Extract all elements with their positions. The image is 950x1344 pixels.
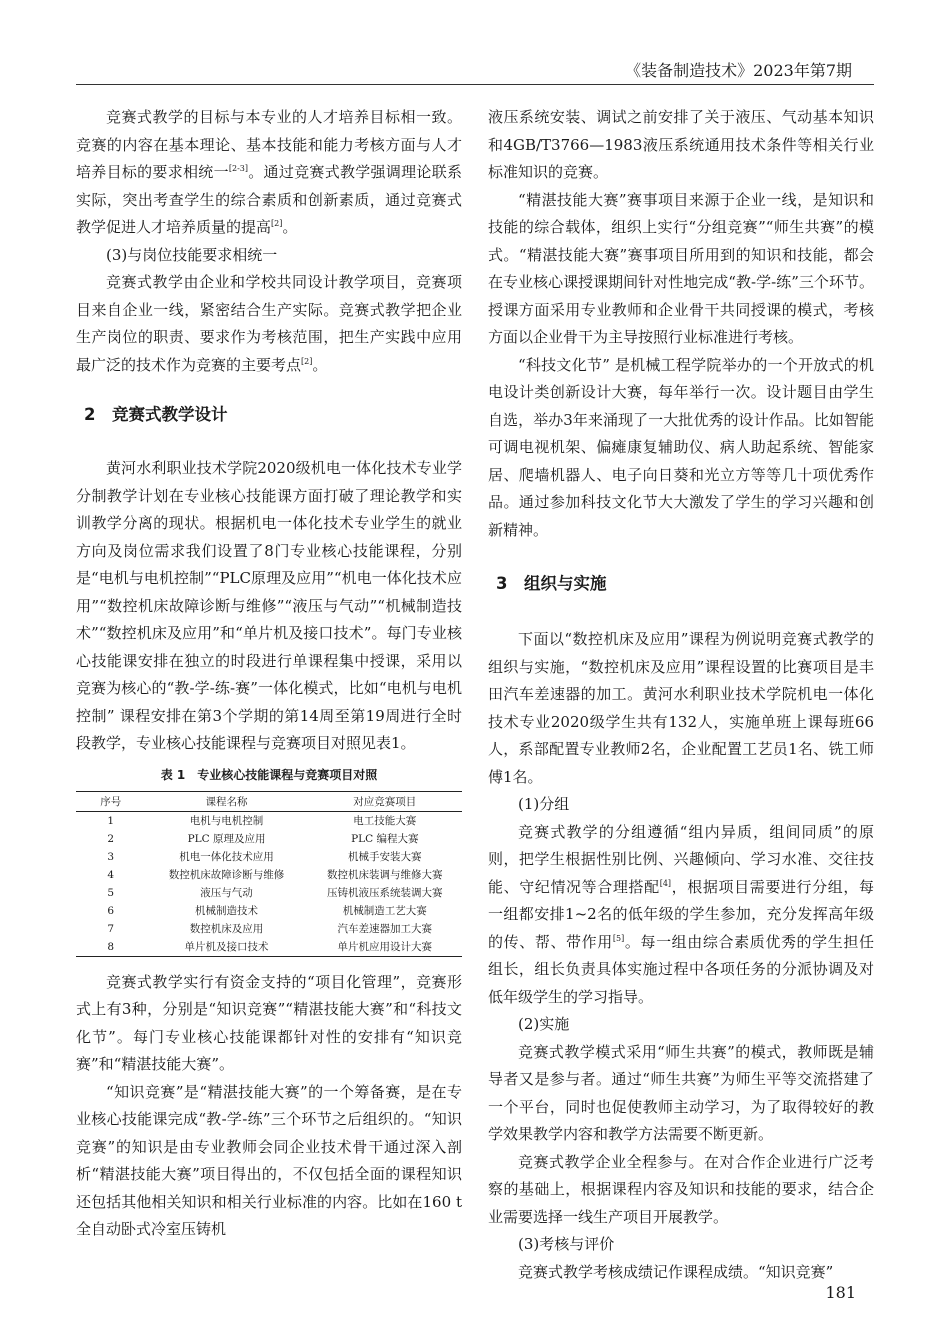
cell: 1 (107, 814, 115, 827)
cell: 4 (107, 868, 115, 881)
cell: 7 (107, 922, 115, 935)
table-row (76, 830, 462, 848)
paragraph: 竞赛式教学模式采用“师生共赛”的模式，教师既是辅导者又是参与者。通过“师生共赛”为师生平等交流搭建了一个平台，同时也促使教师主动学习，为了取得较好的教学效果教学内容和教学方法需要不断更新。 (488, 1042, 874, 1143)
cell: 2 (107, 832, 115, 845)
cell: 5 (107, 886, 115, 899)
cell: 电机与电机控制 (189, 815, 264, 827)
section-heading-3: 3 组织与实施 (496, 574, 607, 593)
header-rule (76, 84, 874, 85)
list-item-heading: (3)考核与评价 (518, 1235, 615, 1253)
cell: 数控机床故障诊断与维修 (168, 869, 285, 881)
cell: 机电一体化技术应用 (179, 851, 274, 863)
cell: 机械制造工艺大赛 (342, 905, 427, 917)
cell: 电工技能大赛 (353, 815, 417, 827)
column-header: 对应竞赛项目 (308, 791, 462, 811)
cell: 单片机及接口技术 (145, 938, 307, 957)
paragraph: 竞赛式教学企业全程参与。在对合作企业进行广泛考察的基础上，根据课程内容及知识和技能的要求，结合企业需要选择一线生产项目开展教学。 (488, 1152, 874, 1226)
paragraph: 下面以“数控机床及应用”课程为例说明竞赛式教学的组织与实施，“数控机床及应用”课程设置的比赛项目是丰田汽车差速器的加工。黄河水利职业技术学院机电一体化技术专业2020级学生共有132人，实施单班上课每班66人，系部配置专业教师2名，企业配置工艺员1名、铣工师傅1名。 (488, 630, 874, 786)
column-header: 课程名称 (145, 791, 307, 811)
paragraph: 竞赛式教学由企业和学校共同设计教学项目，竞赛项目来自企业一线，紧密结合生产实际。竞赛式教学把企业生产岗位的职责、要求作为考核范围，把生产实践中应用最广泛的技术作为竞赛的主要考点[2]。 (76, 273, 462, 374)
cell: 机械制造技术 (195, 905, 259, 917)
list-item-heading: (3)与岗位技能要求相统一 (106, 245, 278, 264)
section-heading-2: 2 竞赛式教学设计 (84, 405, 228, 424)
cell: 数控机床及应用 (189, 923, 264, 935)
left-column (76, 104, 462, 1244)
table-row (76, 848, 462, 866)
paragraph: 黄河水利职业技术学院2020级机电一体化技术专业学分制教学计划在专业核心技能课方面打破了理论教学和实训教学分离的现状。根据机电一体化技术专业学生的就业方向及岗位需求我们设置了8门专业核心技能课程，分别是“电机与电机控制”“PLC原理及应用”“机电一体化技术应用”“数控机床故障诊断与维修”“液压与气动”“机械制造技术”“数控机床及应用”和“单片机及接口技术”。每门专业核心技能课安排在独立的时段进行单课程集中授课，采用以竞赛为核心的“教-学-练-赛”一体化模式，比如“电机与电机控制” 课程安排在第3个学期的第14周至第19周进行全时段教学，专业核心技能课程与竞赛项目对照见表1。 (76, 459, 462, 752)
cell: 汽车差速器加工大赛 (337, 923, 433, 935)
cell: 3 (107, 850, 115, 863)
paragraph: 液压系统安装、调试之前安排了关于液压、气动基本知识和4GB/T3766—1983液压系统通用技术条件等相关行业标准知识的竞赛。 (488, 108, 874, 181)
table-row (76, 811, 462, 830)
table-row (76, 902, 462, 920)
list-item-heading: (1)分组 (518, 795, 570, 813)
list-item-heading: (2)实施 (518, 1015, 570, 1033)
table-header-row (76, 791, 462, 811)
cell: PLC 编程大赛 (351, 833, 419, 845)
cell: 机械手安装大赛 (348, 851, 422, 863)
paragraph: 竞赛式教学的目标与本专业的人才培养目标相一致。竞赛的内容在基本理论、基本技能和能力考核方面与人才培养目标的要求相统一[2-3]。通过竞赛式教学强调理论联系实际，突出考查学生的综合素质和创新素质，通过竞赛式教学促进人才培养质量的提高[2]。 (76, 108, 462, 236)
paragraph: “知识竞赛”是“精湛技能大赛”的一个筹备赛，是在专业核心技能课完成“教-学-练”三个环节之后组织的。“知识竞赛”的知识是由专业教师会同企业技术骨干通过深入剖析“精湛技能大赛”项目得出的，不仅包括全面的课程知识还包括其他相关知识和相关行业标准的内容。比如在160 t全自动卧式冷室压铸机 (76, 1082, 462, 1238)
cell: 单片机应用设计大赛 (308, 938, 462, 957)
paragraph: “科技文化节” 是机械工程学院举办的一个开放式的机电设计类创新设计大赛，每年举行一次。设计题目由学生自选，举办3年来涌现了一大批优秀的设计作品。比如智能可调电视机架、偏瘫康复辅助仪、病人助起系统、智能家居、爬墙机器人、电子向日葵和光立方等等几十项优秀作品。通过参加科技文化节大大激发了学生的学习兴趣和创新精神。 (488, 355, 874, 539)
table-row (76, 938, 462, 957)
column-header: 序号 (76, 791, 145, 811)
journal-header: 《装备制造技术》2023年第7期 (625, 61, 852, 80)
cell: 6 (107, 904, 115, 917)
cell: PLC 原理及应用 (187, 833, 266, 845)
course-competition-table (76, 791, 462, 957)
table-row (76, 884, 462, 902)
cell: 液压与气动 (200, 887, 253, 899)
paragraph: 竞赛式教学考核成绩记作课程成绩。“知识竞赛” (518, 1262, 834, 1281)
paragraph: 竞赛式教学的分组遵循“组内异质，组间同质”的原则，把学生根据性别比例、兴趣倾向、学习水准、交往技能、守纪情况等合理搭配[4]，根据项目需要进行分组，每一组都安排1~2名的低年级的学生参加，充分发挥高年级的传、帮、带作用[5]。每一组由综合素质优秀的学生担任组长，组长负责具体实施过程中各项任务的分派协调及对低年级学生的学习指导。 (488, 822, 874, 1006)
cell: 8 (76, 938, 145, 957)
page-number: 181 (825, 1283, 856, 1302)
paragraph: “精湛技能大赛”赛事项目来源于企业一线，是知识和技能的综合载体，组织上实行“分组竞赛”“师生共赛”的模式。“精湛技能大赛”赛事项目所用到的知识和技能，都会在专业核心课授课期间针对性地完成“教-学-练”三个环节。授课方面采用专业教师和企业骨干共同授课的模式，考核方面以企业骨干为主导按照行业标准进行考核。 (488, 190, 874, 346)
table-caption: 表 1 专业核心技能课程与竞赛项目对照 (160, 767, 378, 782)
table-row (76, 866, 462, 884)
paragraph: 竞赛式教学实行有资金支持的“项目化管理”，竞赛形式上有3种，分别是“知识竞赛”“精湛技能大赛”和“科技文化节”。每门专业核心技能课都针对性的安排有“知识竞赛”和“精湛技能大赛”。 (76, 972, 462, 1073)
cell: 数控机床装调与维修大赛 (327, 869, 443, 881)
right-column (488, 104, 874, 1286)
table-row (76, 920, 462, 938)
cell: 压铸机液压系统装调大赛 (327, 887, 443, 899)
